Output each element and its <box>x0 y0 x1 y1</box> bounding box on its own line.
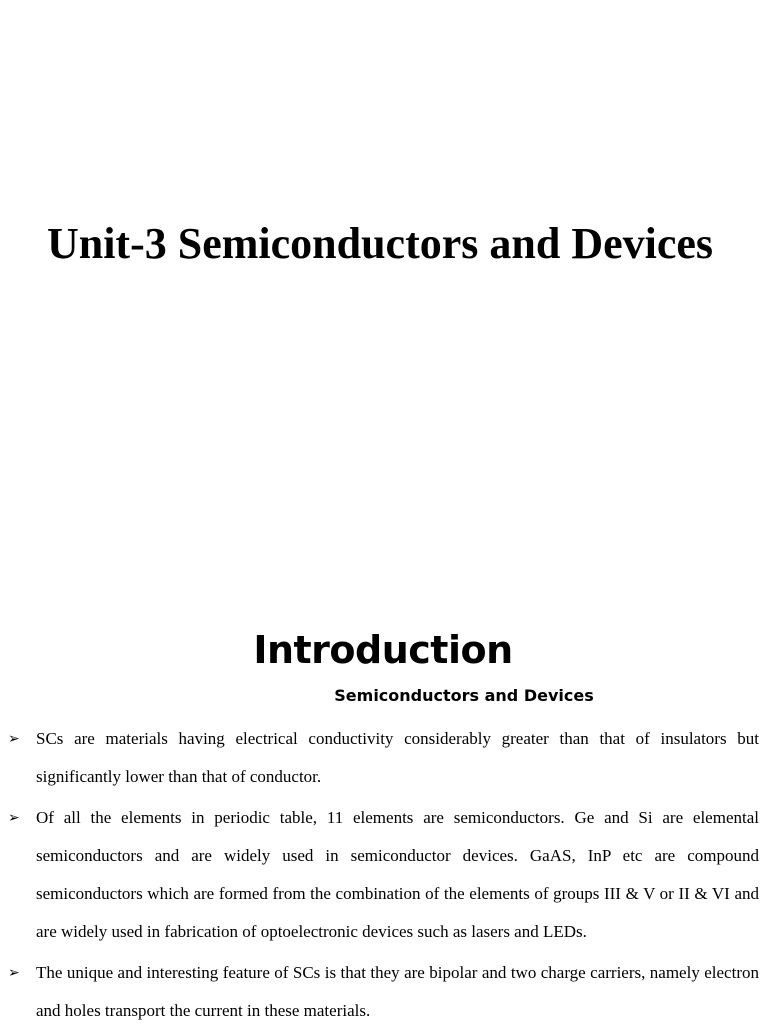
bullet-text: SCs are materials having electrical conductivity considerably greater than that of insulators but significantly lower than that of conductor. <box>36 729 759 786</box>
list-item <box>0 799 768 951</box>
bullet-text: Of all the elements in periodic table, 11 elements are semiconductors. Ge and Si are elemental semiconductors and are widely used in semiconductor devices. GaAS, InP etc are compound semiconductors which are formed from the combination of the elements of groups III & V or II & VI and are widely used in fabrication of optoelectronic devices such as lasers and LEDs. <box>36 808 759 941</box>
document-title: Unit-3 Semiconductors and Devices <box>46 219 714 268</box>
arrow-bullet-icon: ➢ <box>8 731 20 747</box>
arrow-bullet-icon: ➢ <box>8 810 20 826</box>
list-item <box>0 954 768 1030</box>
list-item <box>0 720 768 796</box>
section-subheading: Semiconductors and Devices <box>334 686 594 705</box>
bullet-list <box>0 720 768 1033</box>
introduction-heading: Introduction <box>253 628 513 672</box>
arrow-bullet-icon: ➢ <box>8 965 20 981</box>
bullet-text: The unique and interesting feature of SCs is that they are bipolar and two charge carriers, namely electron and holes transport the current in these materials. <box>36 963 759 1020</box>
